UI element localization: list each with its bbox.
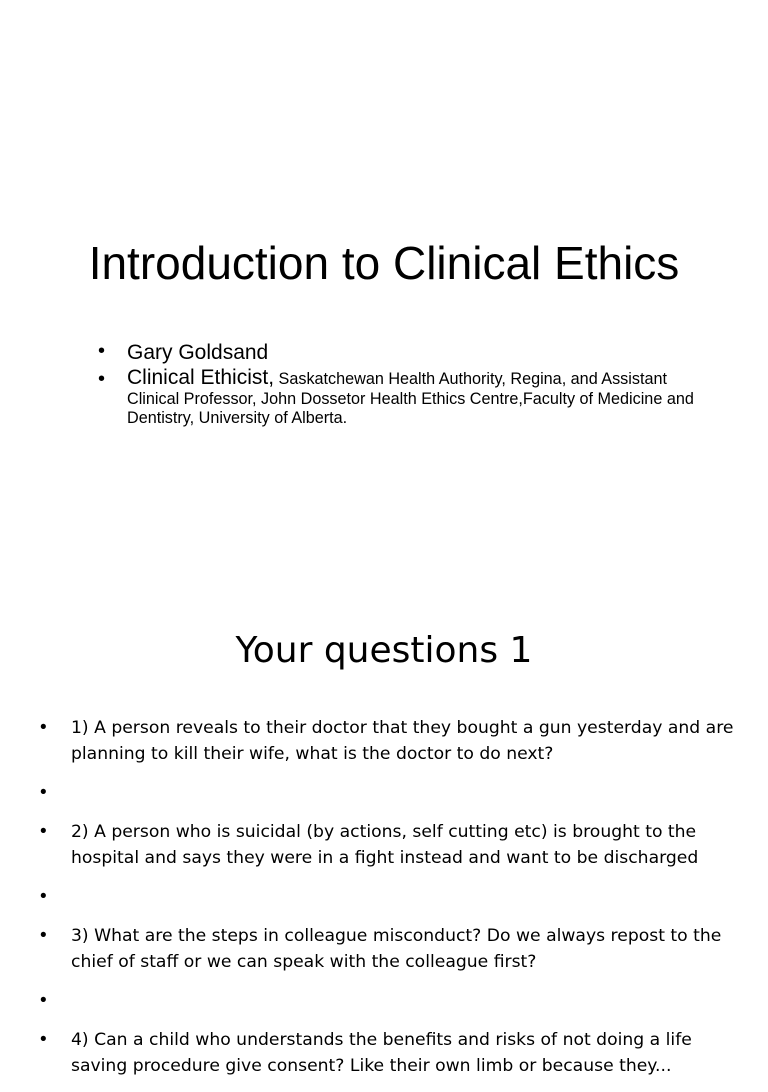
question-text: 4) Can a child who understands the benefits and risks of not doing a life saving procedure give consent? Like their own limb or because they... — [71, 1030, 692, 1076]
bullet: • — [40, 990, 47, 1011]
question-item — [38, 923, 744, 975]
bullet: • — [40, 821, 47, 842]
presenter-role-item — [96, 368, 696, 429]
bullet: • — [40, 782, 47, 803]
question-text: 3) What are the steps in colleague misconduct? Do we always repost to the chief of staff or we can speak with the colleague first? — [71, 926, 722, 972]
bullet: • — [98, 368, 106, 390]
questions-title: Your questions 1 — [235, 630, 533, 671]
presenter-role-title: Clinical Ethicist, — [127, 366, 275, 389]
empty-question-item — [38, 884, 744, 910]
question-item — [38, 715, 744, 767]
bullet: • — [40, 886, 47, 907]
question-text: 2) A person who is suicidal (by actions, self cutting etc) is brought to the hospital and says they were in a fight instead and want to be discharged — [71, 822, 699, 868]
question-item — [38, 819, 744, 871]
questions-slide — [0, 576, 768, 1076]
question-text: 1) A person reveals to their doctor that they bought a gun yesterday and are planning to kill their wife, what is the doctor to do next? — [71, 718, 734, 764]
questions-list — [38, 715, 744, 1092]
presentation-title: Introduction to Clinical Ethics — [88, 237, 680, 289]
bullet: • — [98, 340, 106, 362]
bullet: • — [40, 717, 47, 738]
empty-question-item — [38, 780, 744, 806]
question-item — [38, 1027, 744, 1079]
presenter-name-item — [96, 340, 696, 365]
presenter-info-list — [96, 340, 696, 432]
empty-question-item — [38, 988, 744, 1014]
presenter-affiliation: Saskatchewan Health Authority, Regina, and Assistant Clinical Professor, John Dossetor Health Ethics Centre,Faculty of Medicine and Dentistry, University of Alberta. — [127, 370, 694, 427]
bullet: • — [40, 925, 47, 946]
presenter-name: Gary Goldsand — [127, 341, 269, 364]
bullet: • — [40, 1029, 47, 1050]
